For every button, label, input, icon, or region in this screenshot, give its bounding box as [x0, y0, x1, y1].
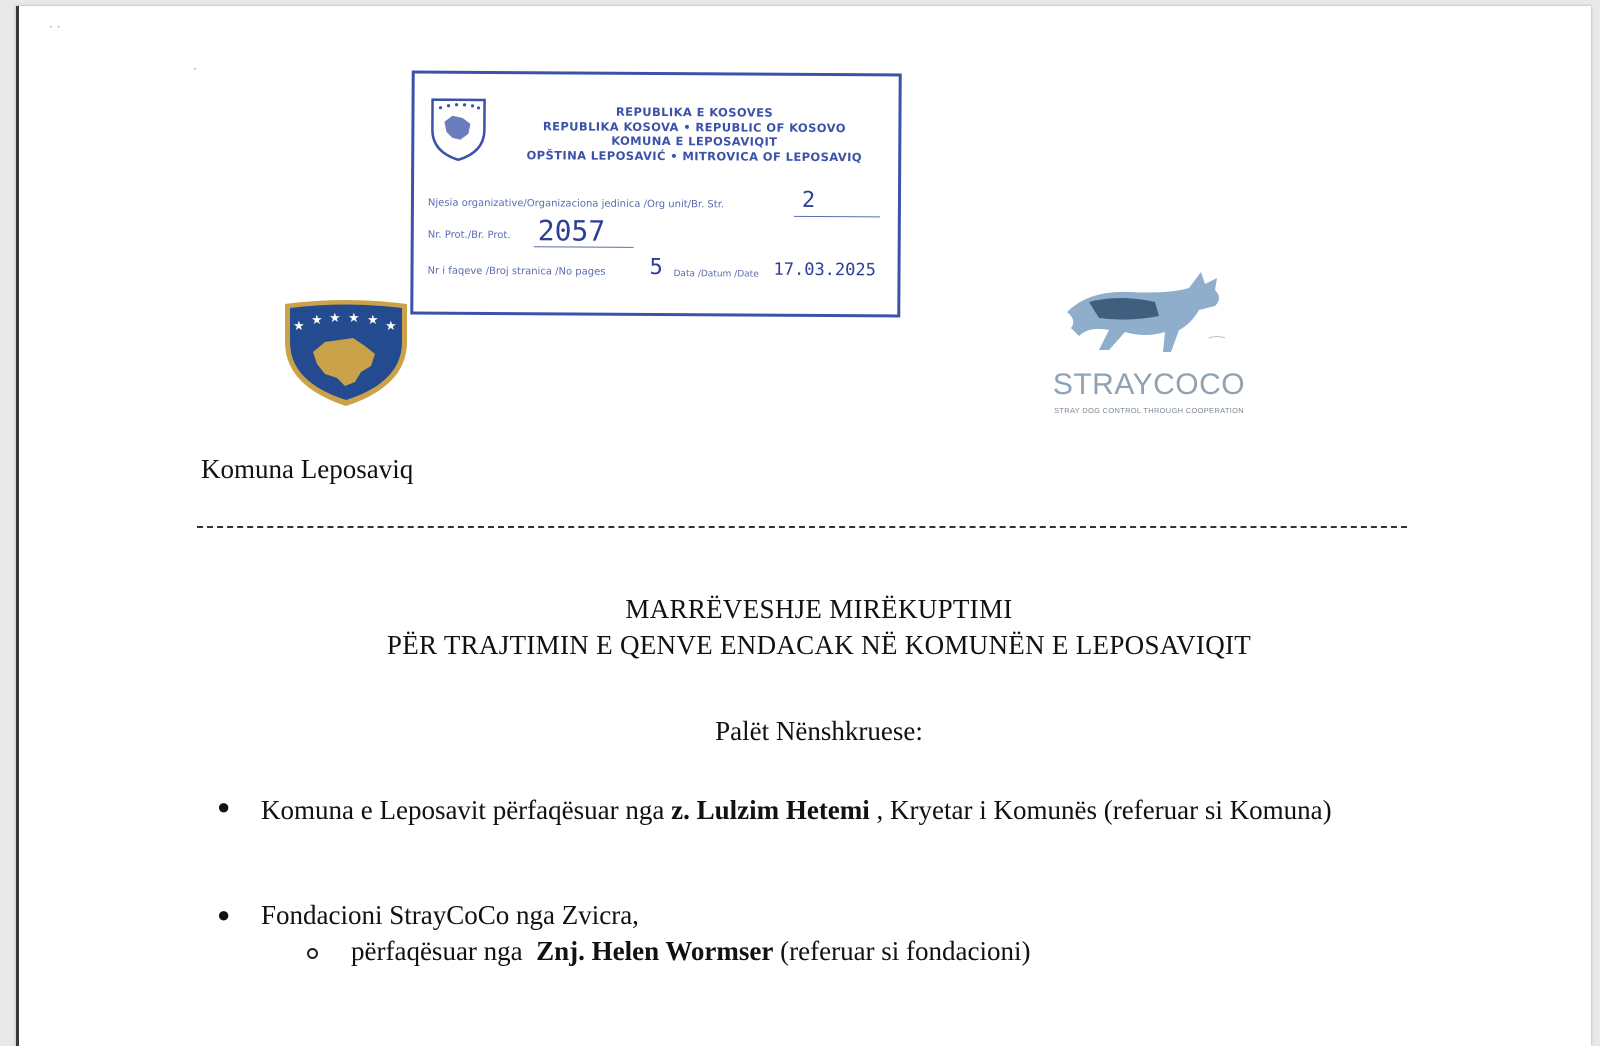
parties-heading: Palët Nënshkruese:: [715, 716, 923, 746]
stamp-prot-value: 2057: [537, 214, 606, 248]
logo-brand-text: STRAYCOCO: [1052, 368, 1246, 401]
document-title-line-2: PËR TRAJTIMIN E QENVE ENDACAK NË KOMUNËN E LEPOSAVIQIT: [386, 630, 1252, 660]
svg-text:★: ★: [329, 311, 341, 326]
stamp-header-line: OPŠTINA LEPOSAVIĆ • MITROVICA OF LEPOSAVIQ: [526, 147, 863, 164]
bullet-icon: ●: [217, 794, 231, 819]
scan-speck: ·: [193, 62, 197, 76]
registration-stamp: [410, 71, 901, 318]
party-2-text: Fondacioni StrayCoCo nga Zvicra,: [261, 900, 639, 930]
stamp-header-line: REPUBLIKA KOSOVA • REPUBLIC OF KOSOVO: [542, 118, 846, 135]
stamp-field-line: [534, 246, 634, 248]
party-1-role: , Kryetar i Komunës (referuar si Komuna): [876, 795, 1332, 825]
dashed-divider: [197, 526, 1407, 528]
bullet-icon: ●: [217, 902, 231, 927]
stamp-org-value: 2: [801, 187, 816, 213]
stamp-header-line: REPUBLIKA E KOSOVES: [615, 104, 774, 120]
stamp-org-label: Njesia organizative/Organizaciona jedinica /Org unit/Br. Str.: [427, 197, 725, 211]
stamp-date-label: Data /Datum /Date: [673, 269, 759, 280]
svg-text:★: ★: [367, 313, 379, 328]
kosovo-emblem-icon: [428, 94, 488, 164]
stamp-pages-label: Nr i faqeve /Broj stranica /No pages: [427, 265, 606, 278]
wolf-icon: [1059, 268, 1239, 362]
stamp-prot-row: [428, 230, 511, 242]
party-1-text: [261, 794, 1386, 827]
svg-text:★: ★: [311, 313, 323, 328]
stamp-header-line: KOMUNA E LEPOSAVIQIT: [611, 133, 778, 149]
stamp-date-value: 17.03.2025: [773, 259, 876, 281]
svg-text:★: ★: [385, 319, 397, 334]
stamp-org-row: [428, 198, 724, 211]
party-2-reference: (referuar si fondacioni): [780, 936, 1031, 966]
document-page: [16, 6, 1591, 1046]
scan-speck: · ·: [49, 20, 61, 34]
stamp-prot-label: Nr. Prot./Br. Prot.: [427, 229, 511, 242]
stamp-pages-row: [427, 266, 605, 278]
party-1-representative: z. Lulzim Hetemi: [671, 795, 870, 825]
stamp-pages-value: 5: [649, 254, 663, 281]
document-title-line-1: MARRËVESHJE MIRËKUPTIMI: [625, 594, 1013, 624]
party-1-intro: Komuna e Leposavit përfaqësuar nga: [261, 795, 665, 825]
party-2-intro: përfaqësuar nga: [351, 936, 523, 966]
party-2-representation: [351, 935, 1031, 968]
logo-tagline: STRAY DOG CONTROL THROUGH COOPERATION: [1054, 406, 1244, 415]
stamp-header: [494, 104, 894, 164]
svg-text:★: ★: [348, 311, 360, 326]
kosovo-coat-of-arms-icon: [283, 300, 409, 408]
sub-bullet-icon: [307, 948, 318, 959]
stamp-field-line: [794, 216, 880, 218]
municipality-name: Komuna Leposaviq: [201, 454, 414, 484]
svg-text:★: ★: [293, 319, 305, 334]
party-2-representative: Znj. Helen Wormser: [536, 936, 774, 966]
